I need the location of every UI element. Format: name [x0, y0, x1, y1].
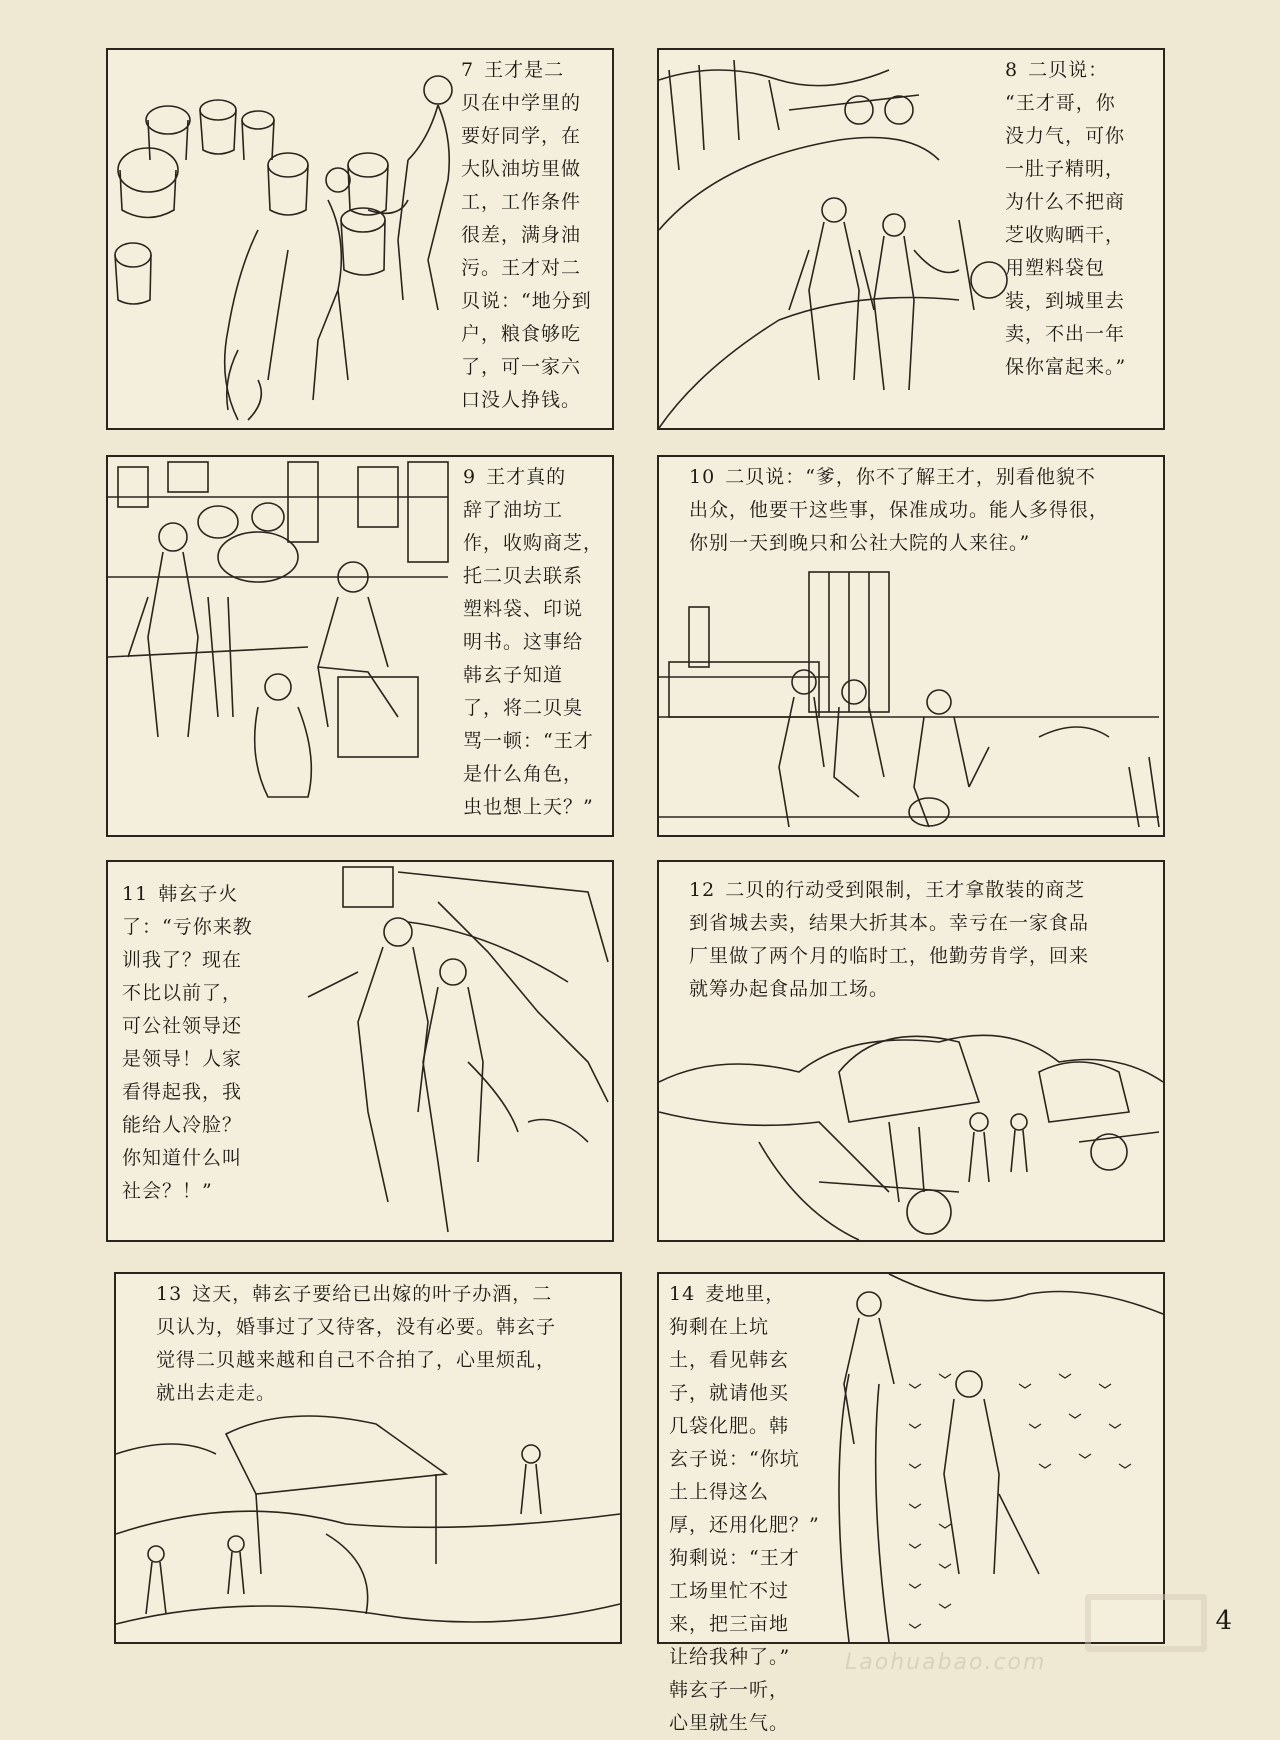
page-number: 4	[1215, 1606, 1232, 1636]
panel-number: 8	[1005, 59, 1019, 81]
panel-number: 12	[689, 879, 716, 901]
panel-12-caption	[689, 874, 1159, 1006]
panel-13	[114, 1272, 622, 1644]
panel-number: 14	[669, 1283, 696, 1305]
panel-9-caption	[463, 461, 613, 824]
panel-8-caption	[1005, 54, 1161, 384]
panel-number: 11	[122, 883, 149, 905]
watermark-text: Laohuabao.com	[845, 1650, 1047, 1675]
panel-13-caption	[156, 1278, 616, 1410]
panel-10-illustration	[659, 567, 1163, 835]
panel-13-illustration	[116, 1414, 620, 1642]
panel-12	[657, 860, 1165, 1242]
panel-11-caption	[122, 878, 282, 1208]
panel-7	[106, 48, 614, 430]
panel-7-illustration	[108, 50, 453, 428]
panel-12-illustration	[659, 1012, 1163, 1240]
panel-7-caption	[461, 54, 613, 417]
caption-text: 二贝的行动受到限制，王才拿散装的商芝 到省城去卖，结果大折其本。幸亏在一家食品 厂里做了两个月的临时工，他勤劳肯学，回来 就筹办起食品加工场。	[689, 879, 1090, 1000]
panel-9	[106, 455, 614, 837]
panel-14-caption	[669, 1278, 829, 1740]
panel-number: 10	[689, 466, 716, 488]
caption-text: 王才是二 贝在中学里的 要好同学，在 大队油坊里做 工，工作条件 很差，满身油 污。王才对二 贝说：“地分到 户，粮食够吃 了，可一家六 口没人挣钱。	[461, 59, 592, 411]
panel-10-caption	[689, 461, 1159, 560]
caption-text: 二贝说：“爹，你不了解王才，别看他貌不 出众，他要干这些事，保准成功。能人多得很， 你别一天到晚只和公社大院的人来往。”	[689, 466, 1110, 554]
panel-11-illustration	[288, 862, 612, 1240]
panel-8	[657, 48, 1165, 430]
caption-text: 王才真的 辞了油坊工 作，收购商芝， 托二贝去联系 塑料袋、印说 明书。这事给 韩玄子知道 了，将二贝臭 骂一顿：“王才 是什么角色， 虫也想上天？”	[463, 466, 604, 818]
panel-8-illustration	[659, 50, 1004, 428]
panel-9-illustration	[108, 457, 463, 835]
caption-text: 麦地里， 狗剩在上坑 土，看见韩玄 子，就请他买 几袋化肥。韩 玄子说：“你坑 土上得这么 厚，还用化肥？” 狗剩说：“王才 工场里忙不过 来，把三亩地 让给我种了。” 韩玄子一听， 心里就生气。	[669, 1283, 820, 1734]
panel-number: 7	[461, 59, 475, 81]
panel-number: 13	[156, 1283, 183, 1305]
watermark-logo	[1085, 1594, 1207, 1652]
panel-10	[657, 455, 1165, 837]
panel-14-illustration	[829, 1274, 1163, 1642]
panel-11	[106, 860, 614, 1242]
caption-text: 二贝说： “王才哥，你 没力气，可你 一肚子精明， 为什么不把商 芝收购晒干， 用塑料袋包 装，到城里去 卖，不出一年 保你富起来。”	[1005, 59, 1127, 378]
caption-text: 韩玄子火 了：“亏你来教 训我了？现在 不比以前了， 可公社领导还 是领导！人家 看得起我，我 能给人冷脸？ 你知道什么叫 社会？！”	[122, 883, 253, 1202]
caption-text: 这天，韩玄子要给已出嫁的叶子办酒，二 贝认为，婚事过了又待客，没有必要。韩玄子 觉得二贝越来越和自己不合拍了，心里烦乱， 就出去走走。	[156, 1283, 557, 1404]
panel-number: 9	[463, 466, 477, 488]
